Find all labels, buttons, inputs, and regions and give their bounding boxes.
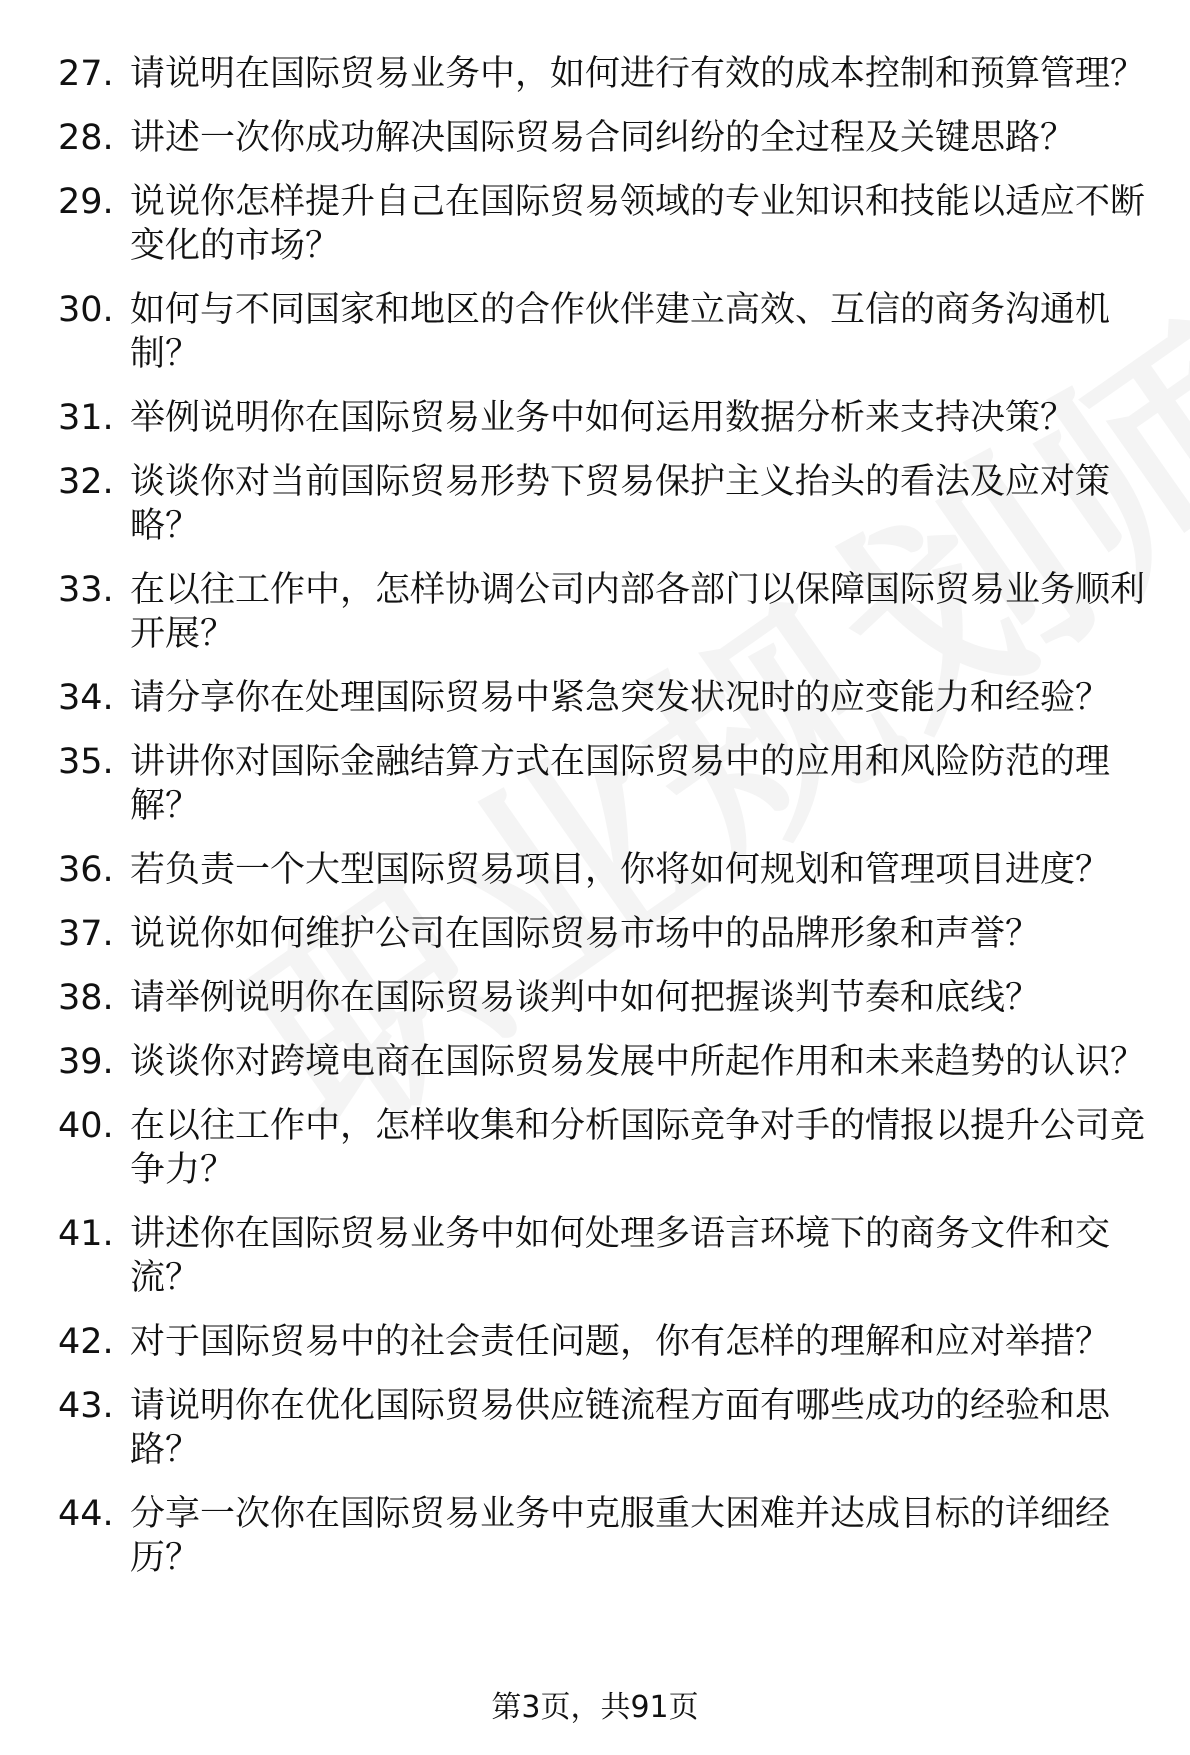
question-item [58,396,1158,440]
question-item [58,740,1158,828]
question-text: 请说明你在优化国际贸易供应链流程方面有哪些成功的经验和思路？ [130,1386,1111,1470]
question-text: 如何与不同国家和地区的合作伙伴建立高效、互信的商务沟通机制？ [130,290,1111,374]
question-number: 34. [58,678,114,718]
question-item [58,1104,1158,1192]
question-item [58,1384,1158,1472]
question-item [58,1212,1158,1300]
question-text: 讲述一次你成功解决国际贸易合同纠纷的全过程及关键思路？ [130,118,1076,158]
question-number: 31. [58,398,114,438]
question-item [58,116,1158,160]
question-number: 41. [58,1214,114,1254]
question-item [58,976,1158,1020]
question-item [58,180,1158,268]
question-text: 讲述你在国际贸易业务中如何处理多语言环境下的商务文件和交流？ [130,1214,1111,1298]
question-number: 28. [58,118,114,158]
question-number: 43. [58,1386,114,1426]
page-footer [0,1690,1190,1726]
question-text: 谈谈你对跨境电商在国际贸易发展中所起作用和未来趋势的认识？ [130,1042,1146,1082]
question-item [58,1040,1158,1084]
question-number: 29. [58,182,114,222]
question-number: 30. [58,290,114,330]
question-item [58,568,1158,656]
page-number-label: 第3页，共91页 [491,1690,699,1725]
question-text: 讲讲你对国际金融结算方式在国际贸易中的应用和风险防范的理解？ [130,742,1111,826]
question-item [58,288,1158,376]
question-number: 42. [58,1322,114,1362]
question-text: 在以往工作中，怎样收集和分析国际竞争对手的情报以提升公司竞争力？ [130,1106,1146,1190]
question-number: 36. [58,850,114,890]
question-text: 说说你怎样提升自己在国际贸易领域的专业知识和技能以适应不断变化的市场？ [130,182,1146,266]
question-item [58,1492,1158,1580]
question-text: 谈谈你对当前国际贸易形势下贸易保护主义抬头的看法及应对策略？ [130,462,1111,546]
question-item [58,1320,1158,1364]
question-item [58,676,1158,720]
question-text: 若负责一个大型国际贸易项目，你将如何规划和管理项目进度？ [130,850,1111,890]
question-item [58,912,1158,956]
question-number: 37. [58,914,114,954]
question-item [58,460,1158,548]
question-text: 说说你如何维护公司在国际贸易市场中的品牌形象和声誉？ [130,914,1041,954]
question-text: 举例说明你在国际贸易业务中如何运用数据分析来支持决策？ [130,398,1076,438]
question-text: 在以往工作中，怎样协调公司内部各部门以保障国际贸易业务顺利开展？ [130,570,1146,654]
question-number: 35. [58,742,114,782]
question-item [58,52,1158,96]
question-text: 分享一次你在国际贸易业务中克服重大困难并达成目标的详细经历？ [130,1494,1111,1578]
question-number: 27. [58,54,114,94]
question-number: 40. [58,1106,114,1146]
question-item [58,848,1158,892]
question-number: 38. [58,978,114,1018]
question-number: 32. [58,462,114,502]
question-list [58,52,1158,1600]
question-number: 39. [58,1042,114,1082]
question-number: 44. [58,1494,114,1534]
question-text: 请分享你在处理国际贸易中紧急突发状况时的应变能力和经验？ [130,678,1111,718]
question-number: 33. [58,570,114,610]
question-text: 请说明在国际贸易业务中，如何进行有效的成本控制和预算管理？ [130,54,1146,94]
question-text: 对于国际贸易中的社会责任问题，你有怎样的理解和应对举措？ [130,1322,1111,1362]
question-text: 请举例说明你在国际贸易谈判中如何把握谈判节奏和底线？ [130,978,1041,1018]
